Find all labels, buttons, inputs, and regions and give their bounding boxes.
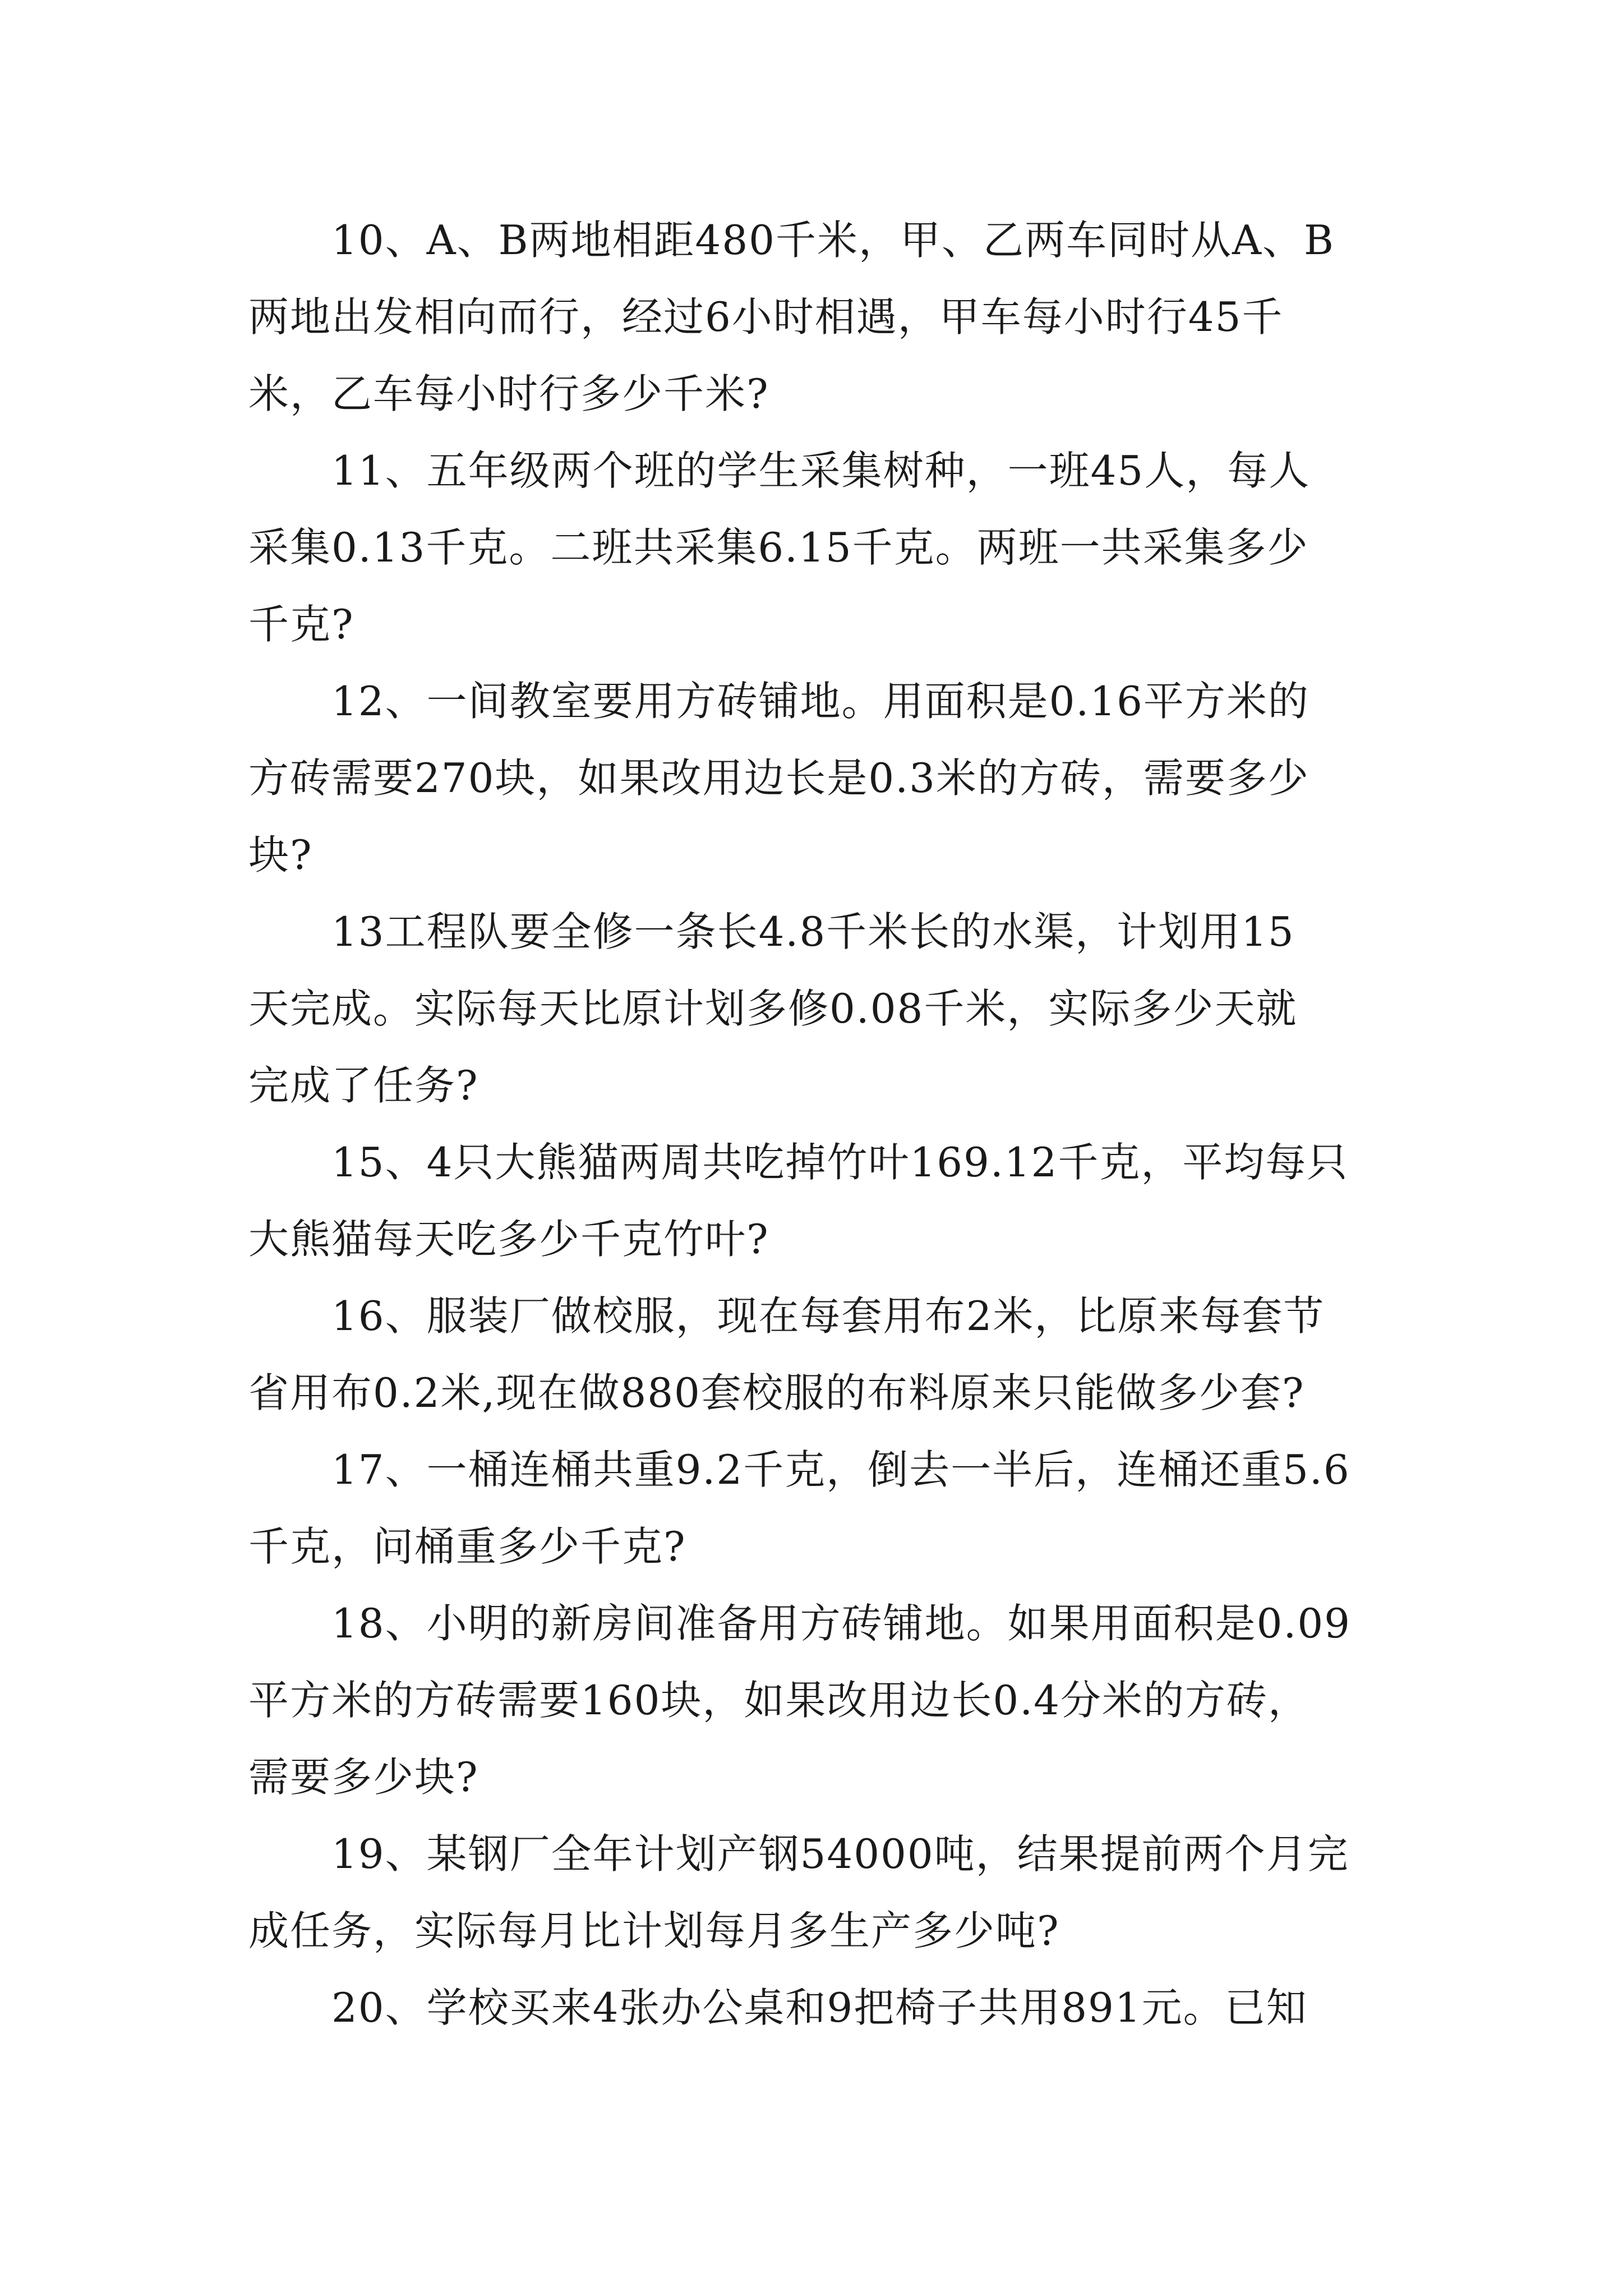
problem-17-line-2: 千克，问桶重多少千克? xyxy=(248,1523,686,1570)
problem-12-line-3: 块? xyxy=(248,831,313,878)
problem-10-line-2: 两地出发相向而行，经过6小时相遇，甲车每小时行45千 xyxy=(248,293,1284,341)
problem-10-line-3: 米，乙车每小时行多少千米? xyxy=(248,370,769,417)
problem-13-line-3: 完成了任务? xyxy=(248,1062,479,1109)
problem-19-line-1: 19、某钢厂全年计划产钢54000吨，结果提前两个月完 xyxy=(331,1830,1349,1878)
problem-text-block xyxy=(248,202,1404,2046)
problem-11-line-1: 11、五年级两个班的学生采集树种，一班45人，每人 xyxy=(331,447,1311,494)
problem-18-line-2: 平方米的方砖需要160块，如果改用边长0.4分米的方砖， xyxy=(248,1677,1310,1724)
problem-11-line-3: 千克? xyxy=(248,601,354,648)
problem-15-line-1: 15、4只大熊猫两周共吃掉竹叶169.12千克，平均每只 xyxy=(331,1139,1349,1186)
problem-16-line-2: 省用布0.2米,现在做880套校服的布料原来只能做多少套? xyxy=(248,1369,1305,1416)
problem-12-line-2: 方砖需要270块，如果改用边长是0.3米的方砖，需要多少 xyxy=(248,754,1310,802)
problem-18-line-3: 需要多少块? xyxy=(248,1754,479,1801)
problem-17-line-1: 17、一桶连桶共重9.2千克，倒去一半后，连桶还重5.6 xyxy=(331,1446,1350,1493)
problem-12-line-1: 12、一间教室要用方砖铺地。用面积是0.16平方米的 xyxy=(331,678,1310,725)
problem-19-line-2: 成任务，实际每月比计划每月多生产多少吨? xyxy=(248,1907,1060,1954)
problem-11-line-2: 采集0.13千克。二班共采集6.15千克。两班一共采集多少 xyxy=(248,524,1309,571)
problem-15-line-2: 大熊猫每天吃多少千克竹叶? xyxy=(248,1216,769,1263)
problem-10-line-1: 10、A、B两地相距480千米，甲、乙两车同时从A、B xyxy=(331,217,1335,264)
problem-20-line-1: 20、学校买来4张办公桌和9把椅子共用891元。已知 xyxy=(331,1984,1308,2031)
problem-18-line-1: 18、小明的新房间准备用方砖铺地。如果用面积是0.09 xyxy=(331,1600,1351,1647)
problem-16-line-1: 16、服装厂做校服，现在每套用布2米，比原来每套节 xyxy=(331,1292,1325,1340)
problem-13-line-2: 天完成。实际每天比原计划多修0.08千米，实际多少天就 xyxy=(248,985,1298,1032)
problem-13-line-1: 13工程队要全修一条长4.8千米长的水渠，计划用15 xyxy=(331,908,1295,955)
